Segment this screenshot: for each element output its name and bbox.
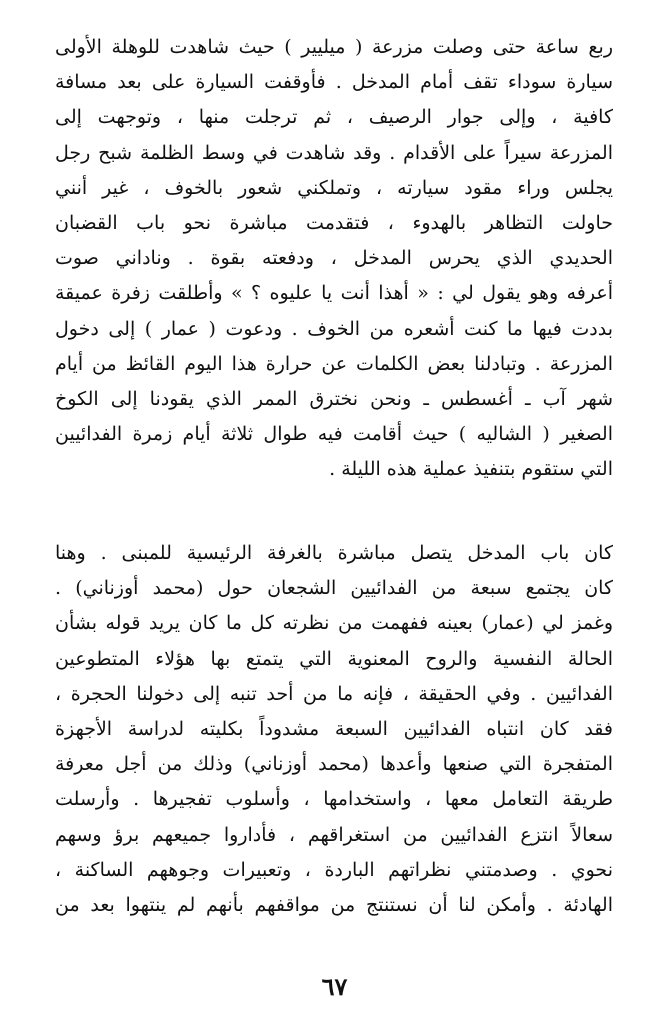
paragraph-1 bbox=[55, 30, 613, 487]
text-line: المزرعة . وتبادلنا بعض الكلمات عن حرارة هذا اليوم القائظ من أيام bbox=[55, 352, 613, 375]
text-line: فقد كان انتباه الفدائيين السبعة مشدوداً بكليته لدراسة الأجهزة bbox=[55, 717, 613, 740]
text-line: كافية ، وإلى جوار الرصيف ، ثم ترجلت منها ، وتوجهت إلى bbox=[55, 106, 613, 129]
text-line: حاولت التظاهر بالهدوء ، فتقدمت مباشرة نحو باب القضبان bbox=[55, 211, 613, 234]
text-line: نحوي . وصدمتني نظراتهم الباردة ، وتعبيرات وجوههم الساكنة ، bbox=[55, 858, 613, 881]
text-line: الحديدي الذي يحرس المدخل ، ودفعته بقوة . وناداني صوت bbox=[55, 247, 613, 270]
text-line: شهر آب ـ أغسطس ـ ونحن نخترق الممر الذي يقودنا إلى الكوخ bbox=[55, 387, 613, 410]
text-line: الفدائيين . وفي الحقيقة ، فإنه ما من أحد تنبه إلى دخولنا الحجرة ، bbox=[55, 682, 613, 705]
text-line: الصغير ( الشاليه ) حيث أقامت فيه طوال ثلاثة أيام زمرة الفدائيين bbox=[55, 423, 613, 446]
page-number: ٦٧ bbox=[321, 972, 348, 1001]
text-line: وغمز لي (عمار) بعينه ففهمت من نظرته كل ما كان يريد قوله بشأن bbox=[55, 612, 613, 635]
text-line: طريقة التعامل معها ، واستخدامها ، وأسلوب تفجيرها . وأرسلت bbox=[55, 788, 613, 811]
text-line: أعرفه وهو يقول لي : « أهذا أنت يا عليوه ؟ » وأطلقت زفرة عميقة bbox=[55, 282, 613, 305]
text-line: سيارة سوداء تقف أمام المدخل . فأوقفت السيارة على بعد مسافة bbox=[55, 71, 613, 94]
text-line: الحالة النفسية والروح المعنوية التي يتمتع بها هؤلاء المتطوعين bbox=[55, 647, 613, 670]
text-line: سعالاً انتزع الفدائيين من استغراقهم ، فأداروا جميعهم برؤ وسهم bbox=[55, 823, 613, 846]
text-line: يجلس وراء مقود سيارته ، وتملكني شعور بالخوف ، غير أنني bbox=[55, 176, 613, 199]
text-line: ربع ساعة حتى وصلت مزرعة ( ميليير ) حيث شاهدت للوهلة الأولى bbox=[55, 36, 613, 58]
paragraph-2 bbox=[55, 536, 613, 923]
text-line: كان يجتمع سبعة من الفدائيين الشجعان حول (محمد أوزناني) . bbox=[55, 577, 613, 600]
text-line: بددت فيها ما كنت أشعره من الخوف . ودعوت ( عمار ) إلى دخول bbox=[55, 317, 613, 340]
text-line: كان باب المدخل يتصل مباشرة بالغرفة الرئيسية للمبنى . وهنا bbox=[55, 542, 613, 564]
text-line: المزرعة سيراً على الأقدام . وقد شاهدت في وسط الظلمة شبح رجل bbox=[55, 141, 613, 164]
text-line: الهادئة . وأمكن لنا أن نستنتج من مواقفهم بأنهم لم ينتهوا بعد من bbox=[55, 893, 613, 916]
text-line: التي ستقوم بتنفيذ عملية هذه الليلة . bbox=[329, 458, 613, 481]
text-line: المتفجرة التي صنعها وأعدها (محمد أوزناني) وذلك من أجل معرفة bbox=[55, 753, 613, 776]
